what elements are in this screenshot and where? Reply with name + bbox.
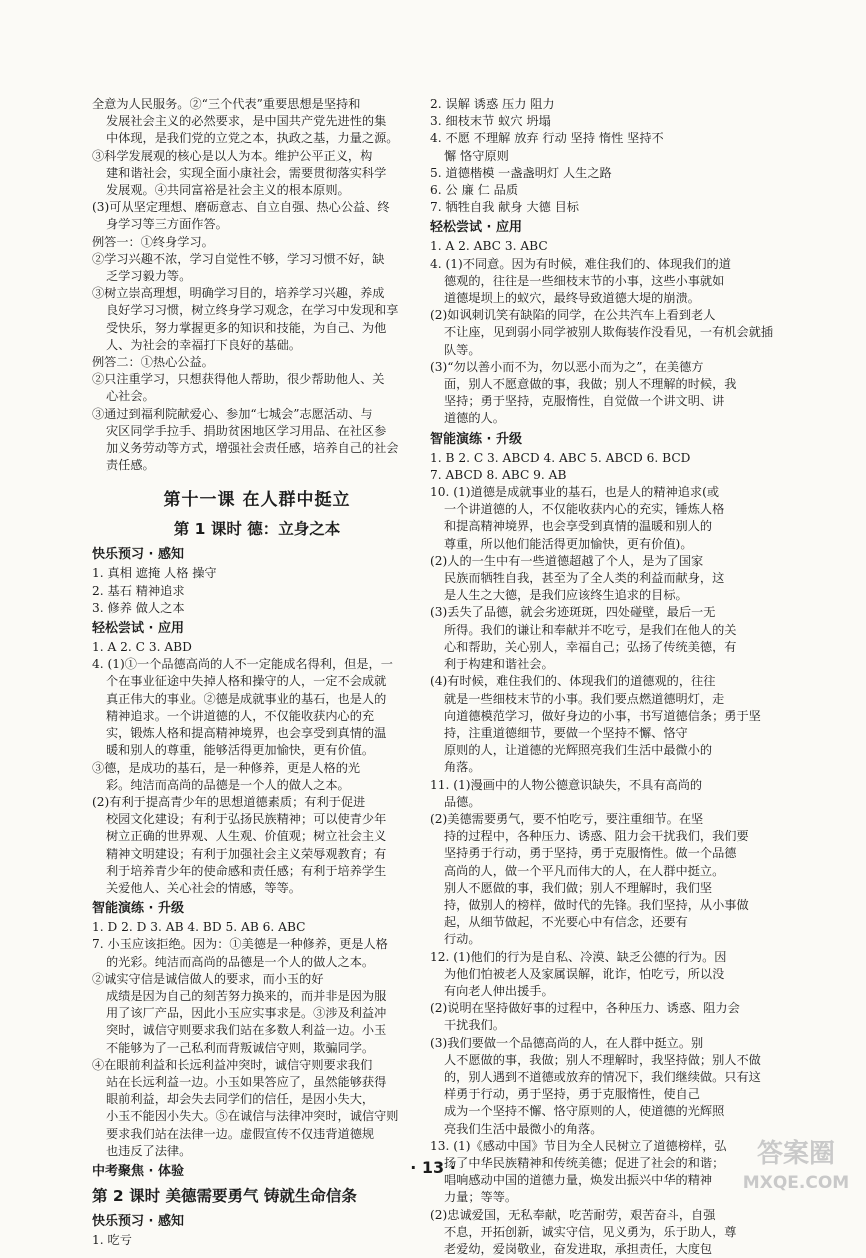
text-line: 4. (1)①一个品德高尚的人不一定能成名得利，但是，一 xyxy=(92,657,393,672)
page-number: · 13 · xyxy=(410,1158,456,1177)
text-line: 扬了中华民族精神和传统美德；促进了社会的和谐； xyxy=(444,1155,725,1170)
lesson-title: 第十一课 在人群中挺立 xyxy=(163,490,351,511)
text-line: 加义务劳动等方式，增强社会责任感，培养自己的社会 xyxy=(106,441,399,456)
try-answers xyxy=(92,639,422,897)
text-line: 13. (1)《感动中国》节目为全人民树立了道德榜样，弘 xyxy=(430,1138,727,1153)
text-line: (3)我们要做一个品德高尚的人，在人群中挺立。别 xyxy=(430,1035,704,1050)
watermark-logo xyxy=(732,1130,860,1196)
text-line: 利于构建和谐社会。 xyxy=(444,657,554,672)
period-2-title: 第 2 课时 美德需要勇气 铸就生命信条 xyxy=(92,1186,357,1205)
text-line: 民族而牺牲自我，甚至为了全人类的利益而献身，这 xyxy=(444,571,725,586)
text-line: ④在眼前利益和长远利益冲突时，诚信守则要求我们 xyxy=(92,1057,373,1072)
section-heading-preview-2: 快乐预习 · 感知 xyxy=(92,1213,184,1229)
text-line: 1. 真相 遮掩 人格 操守 xyxy=(92,566,217,581)
section-heading-practice-right: 智能演练 · 升级 xyxy=(430,431,522,447)
text-line: 发展社会主义的必然要求，是中国共产党先进性的集 xyxy=(106,114,387,129)
text-line: 建和谐社会，实现全面小康社会，需要贯彻落实科学 xyxy=(106,165,387,180)
text-line: 4. 不愿 不理解 放弃 行动 坚持 惰性 坚持不 xyxy=(430,131,664,146)
text-line: 用了该厂产品，因此小玉应实事求是。③涉及利益冲 xyxy=(106,1006,387,1021)
text-line: 身学习等三方面作答。 xyxy=(106,217,228,232)
text-line: 亮我们生活中最微小的角落。 xyxy=(444,1121,603,1136)
text-line: 1. 吃亏 xyxy=(92,1232,132,1247)
text-line: 例答二：①热心公益。 xyxy=(92,355,214,370)
period-1-title: 第 1 课时 德：立身之本 xyxy=(173,520,341,539)
text-line: 心和帮助，关心别人，幸福自己；弘扬了传统美德，有 xyxy=(444,639,737,654)
text-line: 全意为人民服务。②“三个代表”重要思想是坚持和 xyxy=(92,97,361,111)
text-line: 老爱幼，爱岗敬业，奋发进取，承担责任，大度包 xyxy=(444,1242,713,1256)
text-line: 持，做别人的榜样，做时代的先锋。我们坚持，从小事做 xyxy=(444,897,749,912)
text-line: 不能够为了一己私利而背叛诚信守则，欺骗同学。 xyxy=(106,1040,375,1055)
text-line: 德观的，往往是一些细枝末节的小事，这些小事就如 xyxy=(444,273,725,288)
text-line: ③树立崇高理想，明确学习目的，培养学习兴趣，养成 xyxy=(92,286,385,301)
text-line: 责任感。 xyxy=(106,458,155,473)
text-line: 11. (1)漫画中的人物公德意识缺失，不具有高尚的 xyxy=(430,777,703,792)
text-line: 校园文化建设；有利于弘扬民族精神；可以使青少年 xyxy=(106,812,387,827)
text-line: 2. 误解 诱惑 压力 阻力 xyxy=(430,97,555,111)
text-line: 小玉不能因小失大。⑤在诚信与法律冲突时，诚信守则 xyxy=(106,1109,399,1124)
text-line: 力量；等等。 xyxy=(444,1190,518,1205)
preview-answers xyxy=(92,565,422,617)
text-line: 发展观。④共同富裕是社会主义的根本原则。 xyxy=(106,183,350,198)
text-line: 不让座，见到弱小同学被别人欺侮装作没看见，一有机会就插 xyxy=(444,325,774,340)
text-line: 行动。 xyxy=(444,932,481,947)
text-line: 精神追求。一个讲道德的人，不仅能收获内心的充 xyxy=(106,708,375,723)
text-line: 和提高精神境界，也会享受到真情的温暖和别人的 xyxy=(444,519,713,534)
right-column xyxy=(430,96,802,1258)
text-line: 灾区同学手拉手、捐助贫困地区学习用品、在社区参 xyxy=(106,423,387,438)
text-line: 利于培养青少年的使命感和责任感；有利于培养学生 xyxy=(106,863,387,878)
text-line: 的光彩。纯洁而高尚的品德是一个人的做人之本。 xyxy=(106,954,375,969)
text-line: 坚持；勇于坚持，克服惰性，自觉做一个讲文明、讲 xyxy=(444,394,725,409)
text-line: 1. A 2. ABC 3. ABC xyxy=(430,239,548,254)
text-line: 原则的人，让道德的光辉照亮我们生活中最微小的 xyxy=(444,743,713,758)
try-answers-right xyxy=(430,238,802,427)
text-line: 成为一个坚持不懈、恪守原则的人，使道德的光辉照 xyxy=(444,1104,725,1119)
text-line: 成绩是因为自己的刻苦努力换来的，而并非是因为服 xyxy=(106,988,387,1003)
text-line: 良好学习习惯，树立终身学习观念，在学习中发现和享 xyxy=(106,303,399,318)
text-line: 10. (1)道德是成就事业的基石，也是人的精神追求(或 xyxy=(430,485,720,500)
text-line: 真正伟大的事业。②德是成就事业的基石，也是人的 xyxy=(106,691,387,706)
text-line: (2)美德需要勇气，要不怕吃亏，要注重细节。在坚 xyxy=(430,811,704,826)
section-heading-try: 轻松尝试 · 应用 xyxy=(92,621,184,637)
text-line: 7. 牺牲自我 献身 大德 目标 xyxy=(430,200,579,215)
text-line: ③通过到福利院献爱心、参加“七城会”志愿活动、与 xyxy=(92,406,373,421)
text-line: (4)有时候，难住我们的、体现我们的道德观的，往往 xyxy=(430,674,716,689)
text-line: (3)丢失了品德，就会劣迹斑斑，四处碰壁，最后一无 xyxy=(430,605,716,620)
text-line: 要求我们站在法律一边。虚假宣传不仅违背道德规 xyxy=(106,1126,375,1141)
text-line: 懈 恪守原则 xyxy=(444,148,509,163)
text-line: 关爱他人、关心社会的情感，等等。 xyxy=(106,880,301,895)
section-heading-try-right: 轻松尝试 · 应用 xyxy=(430,220,522,236)
text-line: 队等。 xyxy=(444,342,481,357)
intro-answer-block xyxy=(92,96,422,474)
text-line: 暖和别人的尊重，能够活得更加愉快，更有价值。 xyxy=(106,743,375,758)
text-line: 坚持勇于行动，勇于坚持，勇于克服惰性。做一个品德 xyxy=(444,846,737,861)
text-line: 不息，开拓创新，诚实守信，见义勇为，乐于助人，尊 xyxy=(444,1224,737,1239)
watermark-line-1: 答案圈 xyxy=(756,1139,836,1169)
left-column xyxy=(92,96,422,1249)
text-line: ③科学发展观的核心是以人为本。维护公平正义，构 xyxy=(92,148,373,163)
text-line: 1. B 2. C 3. ABCD 4. ABC 5. ABCD 6. BCD xyxy=(430,450,691,465)
text-line: 个在事业征途中失掉人格和操守的人，一定不会成就 xyxy=(106,674,387,689)
text-line: 实，锻炼人格和提高精神境界，也会享受到真情的温 xyxy=(106,726,387,741)
watermark-line-2: MXQE.COM xyxy=(742,1173,850,1193)
text-line: 5. 道德楷模 一盏盏明灯 人生之路 xyxy=(430,165,612,180)
text-line: 彩。纯洁而高尚的品德是一个人的做人之本。 xyxy=(106,777,350,792)
text-line: 起，从细节做起，不光要心中有信念，还要有 xyxy=(444,915,688,930)
text-line: ②学习兴趣不浓，学习自觉性不够，学习习惯不好，缺 xyxy=(92,251,385,266)
text-line: 1. A 2. C 3. ABD xyxy=(92,640,192,655)
text-line: (3)可从坚定理想、磨砺意志、自立自强、热心公益、终 xyxy=(92,200,390,215)
text-line: 眼前利益，却会失去同学们的信任，是因小失大， xyxy=(106,1092,375,1107)
text-line: (2)有利于提高青少年的思想道德素质；有利于促进 xyxy=(92,794,366,809)
preview-2-answers xyxy=(92,1232,422,1249)
text-line: 心社会。 xyxy=(106,389,155,404)
text-line: 样勇于行动，勇于坚持，勇于克服惰性，使自己 xyxy=(444,1087,700,1102)
text-line: 12. (1)他们的行为是自私、冷漠、缺乏公德的行为。因 xyxy=(430,949,727,964)
text-line: 持，注重道德细节，要做一个坚持不懈、恪守 xyxy=(444,725,688,740)
text-line: 别人不愿做的事，我们做；别人不理解时，我们坚 xyxy=(444,880,713,895)
text-line: (2)如讽刺讥笑有缺陷的同学，在公共汽车上看到老人 xyxy=(430,308,716,323)
text-line: 2. 基石 精神追求 xyxy=(92,583,185,598)
text-line: 道德的人。 xyxy=(444,411,505,426)
text-line: 受快乐，努力掌握更多的知识和技能，为自己、为他 xyxy=(106,320,387,335)
text-line: (2)人的一生中有一些道德超越了个人，是为了国家 xyxy=(430,553,704,568)
text-line: (2)忠诚爱国，无私奉献，吃苦耐劳，艰苦奋斗，自强 xyxy=(430,1207,716,1222)
text-line: 向道德模范学习，做好身边的小事，书写道德信条；勇于坚 xyxy=(444,708,761,723)
text-line: ②诚实守信是诚信做人的要求，而小玉的好 xyxy=(92,971,324,986)
text-line: 有向老人伸出援手。 xyxy=(444,983,554,998)
text-line: 6. 公 廉 仁 品质 xyxy=(430,183,519,198)
text-line: 高尚的人，做一个平凡而伟大的人，在人群中挺立。 xyxy=(444,863,725,878)
text-line: 干扰我们。 xyxy=(444,1018,505,1033)
text-line: 树立正确的世界观、人生观、价值观；树立社会主义 xyxy=(106,829,387,844)
text-line: 就是一些细枝末节的小事。我们要点燃道德明灯，走 xyxy=(444,691,725,706)
practice-answers xyxy=(92,919,422,1160)
section-heading-exam: 中考聚焦 · 体验 xyxy=(92,1163,184,1179)
text-line: 例答一：①终身学习。 xyxy=(92,234,214,249)
text-line: 也违反了法律。 xyxy=(106,1143,192,1158)
text-line: 道德堤坝上的蚁穴，最终导致道德大堤的崩溃。 xyxy=(444,291,700,306)
text-line: 精神文明建设；有利于加强社会主义荣辱观教育；有 xyxy=(106,846,387,861)
text-line: 品德。 xyxy=(444,794,481,809)
text-line: 乏学习毅力等。 xyxy=(106,269,192,284)
text-line: 站在长远利益一边。小玉如果答应了，虽然能够获得 xyxy=(106,1074,387,1089)
text-line: 唱响感动中国的道德力量，焕发出振兴中华的精神 xyxy=(444,1173,713,1188)
text-line: ②只注重学习，只想获得他人帮助，很少帮助他人、关 xyxy=(92,372,385,387)
section-heading-preview: 快乐预习 · 感知 xyxy=(92,547,184,563)
text-line: 所得。我们的谦让和奉献并不吃亏，是我们在他人的关 xyxy=(444,622,737,637)
section-heading-practice: 智能演练 · 升级 xyxy=(92,901,184,917)
text-line: 人不愿做的事，我做；别人不理解时，我坚持做；别人不做 xyxy=(444,1052,761,1067)
text-line: 4. (1)不同意。因为有时候，难住我们的、体现我们的道 xyxy=(430,256,731,271)
text-line: 人、为社会的幸福打下良好的基础。 xyxy=(106,337,301,352)
text-line: 7. 小玉应该拒绝。因为：①美德是一种修养，更是人格 xyxy=(92,937,388,952)
text-line: 一个讲道德的人，不仅能收获内心的充实，锤炼人格 xyxy=(444,502,725,517)
text-line: (3)“勿以善小而不为，勿以恶小而为之”，在美德方 xyxy=(430,359,704,374)
text-line: 3. 细枝末节 蚁穴 坍塌 xyxy=(430,114,551,129)
text-line: 3. 修养 做人之本 xyxy=(92,600,185,615)
text-line: 为他们怕被老人及家属误解，讹诈，怕吃亏，所以没 xyxy=(444,966,725,981)
text-line: (2)说明在坚持做好事的过程中，各种压力、诱惑、阻力会 xyxy=(430,1001,740,1016)
text-line: 突时，诚信守则要求我们站在多数人利益一边。小玉 xyxy=(106,1023,387,1038)
text-line: 角落。 xyxy=(444,760,481,775)
text-line: 7. ABCD 8. ABC 9. AB xyxy=(430,467,567,482)
text-line: ③德，是成功的基石，是一种修养，更是人格的光 xyxy=(92,760,361,775)
text-line: 中体现，是我们党的立党之本，执政之基，力量之源。 xyxy=(106,131,399,146)
text-line: 面，别人不愿意做的事，我做；别人不理解的时候，我 xyxy=(444,377,737,392)
text-line: 1. D 2. D 3. AB 4. BD 5. AB 6. ABC xyxy=(92,920,306,935)
preview-continued-answers xyxy=(430,96,802,216)
text-line: 是人生之大德，是我们应该终生追求的目标。 xyxy=(444,588,688,603)
text-line: 的，别人遇到不道德或放弃的情况下，我们继续做。只有这 xyxy=(444,1069,761,1084)
text-line: 尊重，所以他们能活得更加愉快，更有价值)。 xyxy=(444,536,693,551)
text-line: 持的过程中，各种压力、诱惑、阻力会干扰我们，我们要 xyxy=(444,829,749,844)
